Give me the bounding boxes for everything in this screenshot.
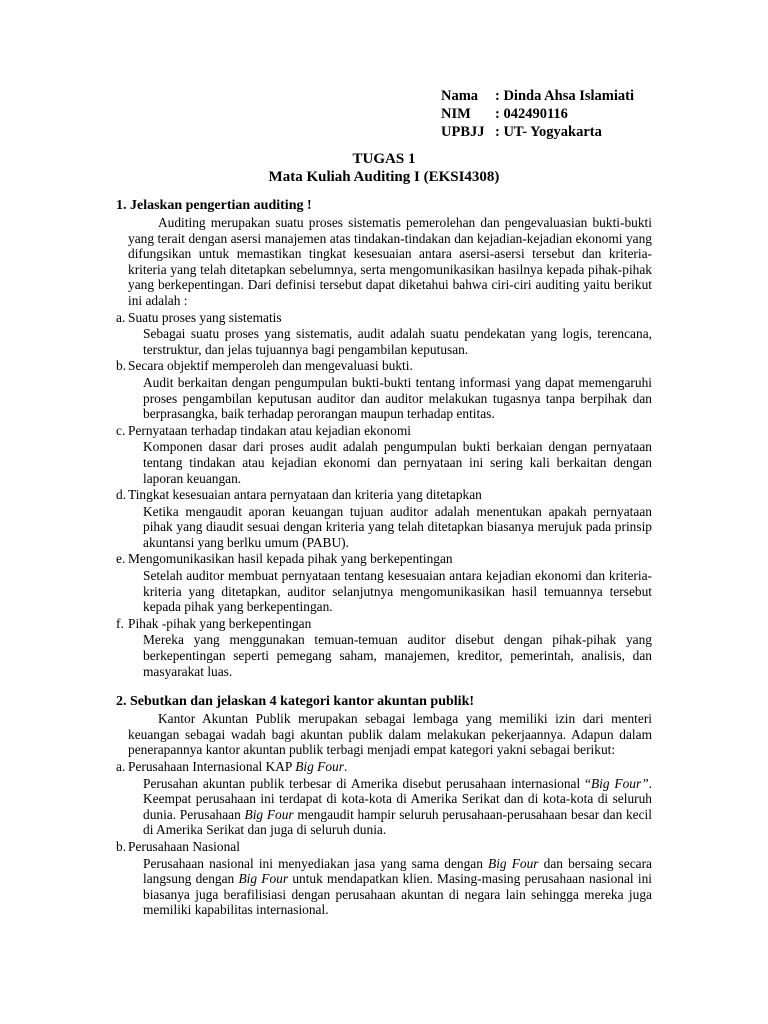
item-description: Komponen dasar dari proses audit adalah pengumpulan bukti berkaian dengan pernyataan tentang tindakan atau kejadian ekonomi dan pernyataan ini sering kali berkaitan dengan laporan keuangan. xyxy=(143,439,652,486)
list-item xyxy=(116,310,652,326)
item-description: Sebagai suatu proses yang sistematis, audit adalah suatu pendekatan yang logis, terencana, terstruktur, dan jelas tujuannya bagi pengambilan keputusan. xyxy=(143,326,652,357)
item-title: Pernyataan terhadap tindakan atau kejadian ekonomi xyxy=(128,422,411,438)
desc-emphasis: Big Four” xyxy=(591,775,649,791)
title-block xyxy=(0,150,768,186)
item-description: Mereka yang menggunakan temuan-temuan auditor disebut dengan pihak-pihak yang berkepentingan seperti pemegang saham, manajemen, kreditor, pemerintah, analisis, dan masyarakat luas. xyxy=(143,632,652,679)
item-label: f. xyxy=(116,615,124,631)
list-item xyxy=(116,551,652,567)
desc-text: Perusahan akuntan publik terbesar di Amerika disebut perusahaan internasional “ xyxy=(143,775,591,791)
item-title: Perusahaan Nasional xyxy=(128,838,240,854)
list-item xyxy=(116,759,652,775)
item-title-emphasis: Big Four xyxy=(295,759,344,774)
question-1-intro: Auditing merupakan suatu proses sistematis pemerolehan dan pengevaluasian bukti-bukti yang terait dengan asersi manajemen atas tindakan-tindakan dan kejadian-kejadian ekonomi yang difungsikan untuk memastikan tingkat kesesuaian antara asersi-asersi tersebut dan kriteria-kriteria yang telah ditetapkan sebelumnya, serta mengomunikasikan hasilnya kepada pihak-pihak yang berkepentingan. Dari definisi tersebut dapat diketahui bahwa ciri-ciri auditing yaitu berikut ini adalah : xyxy=(128,215,652,308)
question-2-heading: 2. Sebutkan dan jelaskan 4 kategori kantor akuntan publik! xyxy=(116,694,475,710)
list-item xyxy=(116,616,652,632)
student-identity xyxy=(441,87,634,141)
identity-key: Nama xyxy=(441,88,479,104)
desc-text: mengaudit hampir seluruh perusahaan-perusahaan besar dan kecil di Amerika Serikat dan juga di seluruh dunia. xyxy=(143,806,652,838)
list-item xyxy=(116,358,652,374)
document-title: TUGAS 1 xyxy=(352,151,416,167)
desc-text: dan bersaing secara langsung dengan xyxy=(143,855,653,887)
identity-row-upbjj xyxy=(441,123,634,141)
item-label: b. xyxy=(116,358,127,374)
item-label: c. xyxy=(116,422,126,438)
identity-value: : UT- Yogyakarta xyxy=(495,124,602,140)
desc-text: . Keempat perusahaan ini terdapat di kota-kota di Amerika Serikat dan di kota-kota di seluruh dunia. Perusahaan xyxy=(143,775,653,822)
desc-emphasis: Big Four xyxy=(238,871,289,887)
identity-row-name xyxy=(441,87,634,105)
desc-emphasis: Big Four xyxy=(244,806,294,822)
question-1-heading: 1. Jelaskan pengertian auditing ! xyxy=(116,198,312,213)
list-item xyxy=(116,423,652,439)
item-title-text: . xyxy=(343,759,348,774)
item-label: a. xyxy=(116,759,126,774)
item-title: Secara objektif memperoleh dan mengevaluasi bukti. xyxy=(128,358,413,374)
document-body xyxy=(116,197,652,918)
item-label: e. xyxy=(116,551,126,567)
desc-text: untuk mendapatkan klien. Masing-masing perusahaan nasional ini biasanya juga berafilisiasi dengan perusahaan akuntan di negara lain sehingga mereka juga memiliki kapabilitas internasional. xyxy=(143,871,652,918)
item-description xyxy=(116,856,652,918)
question-2-intro: Kantor Akuntan Publik merupakan sebagai lembaga yang memiliki izin dari menteri keuangan sebagai wadah bagi akuntan publik dalam melakukan pekerjaannya. Adapun dalam penerapannya kantor akuntan publik terbagi menjadi empat kategori yakni sebagai berikut: xyxy=(128,711,652,758)
item-title: Mengomunikasikan hasil kepada pihak yang berkepentingan xyxy=(128,551,453,567)
identity-key: NIM xyxy=(441,106,471,122)
item-title xyxy=(128,759,652,775)
item-title: Tingkat kesesuaian antara pernyataan dan kriteria yang ditetapkan xyxy=(128,487,482,503)
desc-emphasis: Big Four xyxy=(488,855,539,871)
list-item xyxy=(116,839,652,855)
item-label: a. xyxy=(116,309,126,325)
section-gap xyxy=(116,679,652,693)
item-title: Pihak -pihak yang berkepentingan xyxy=(128,615,312,631)
list-item xyxy=(116,487,652,503)
item-label: b. xyxy=(116,838,127,854)
identity-key: UPBJJ xyxy=(441,124,485,140)
identity-value: : Dinda Ahsa Islamiati xyxy=(495,88,634,104)
identity-value: : 042490116 xyxy=(495,106,568,122)
item-label: d. xyxy=(116,487,127,503)
item-description xyxy=(116,776,652,838)
item-description: Audit berkaitan dengan pengumpulan bukti-bukti tentang informasi yang dapat memengaruhi proses pengambilan keputusan auditor dan auditor melakukan tugasnya tanpa berpihak dan berprasangka, baik terhadap perorangan maupun terhadap entitas. xyxy=(143,374,652,422)
item-description: Ketika mengaudit aporan keuangan tujuan auditor adalah menentukan apakah pernyataan pihak yang diaudit sesuai dengan kriteria yang telah ditetapkan biasanya merujuk pada prinsip akuntansi yang berlku umum (PABU). xyxy=(143,503,652,550)
desc-text: Perusahaan nasional ini menyediakan jasa yang sama dengan xyxy=(143,855,489,871)
item-title: Suatu proses yang sistematis xyxy=(128,309,282,325)
identity-row-nim xyxy=(441,105,634,123)
document-subtitle: Mata Kuliah Auditing I (EKSI4308) xyxy=(268,169,500,185)
item-title-text: Perusahaan Internasional KAP xyxy=(128,759,296,774)
item-description: Setelah auditor membuat pernyataan tentang kesesuaian antara kejadian ekonomi dan kriteria-kriteria yang ditetapkan, auditor selanjutnya mengomunikasikan hasil temuannya tersebut kepada pihak yang berkepentingan. xyxy=(143,568,652,615)
